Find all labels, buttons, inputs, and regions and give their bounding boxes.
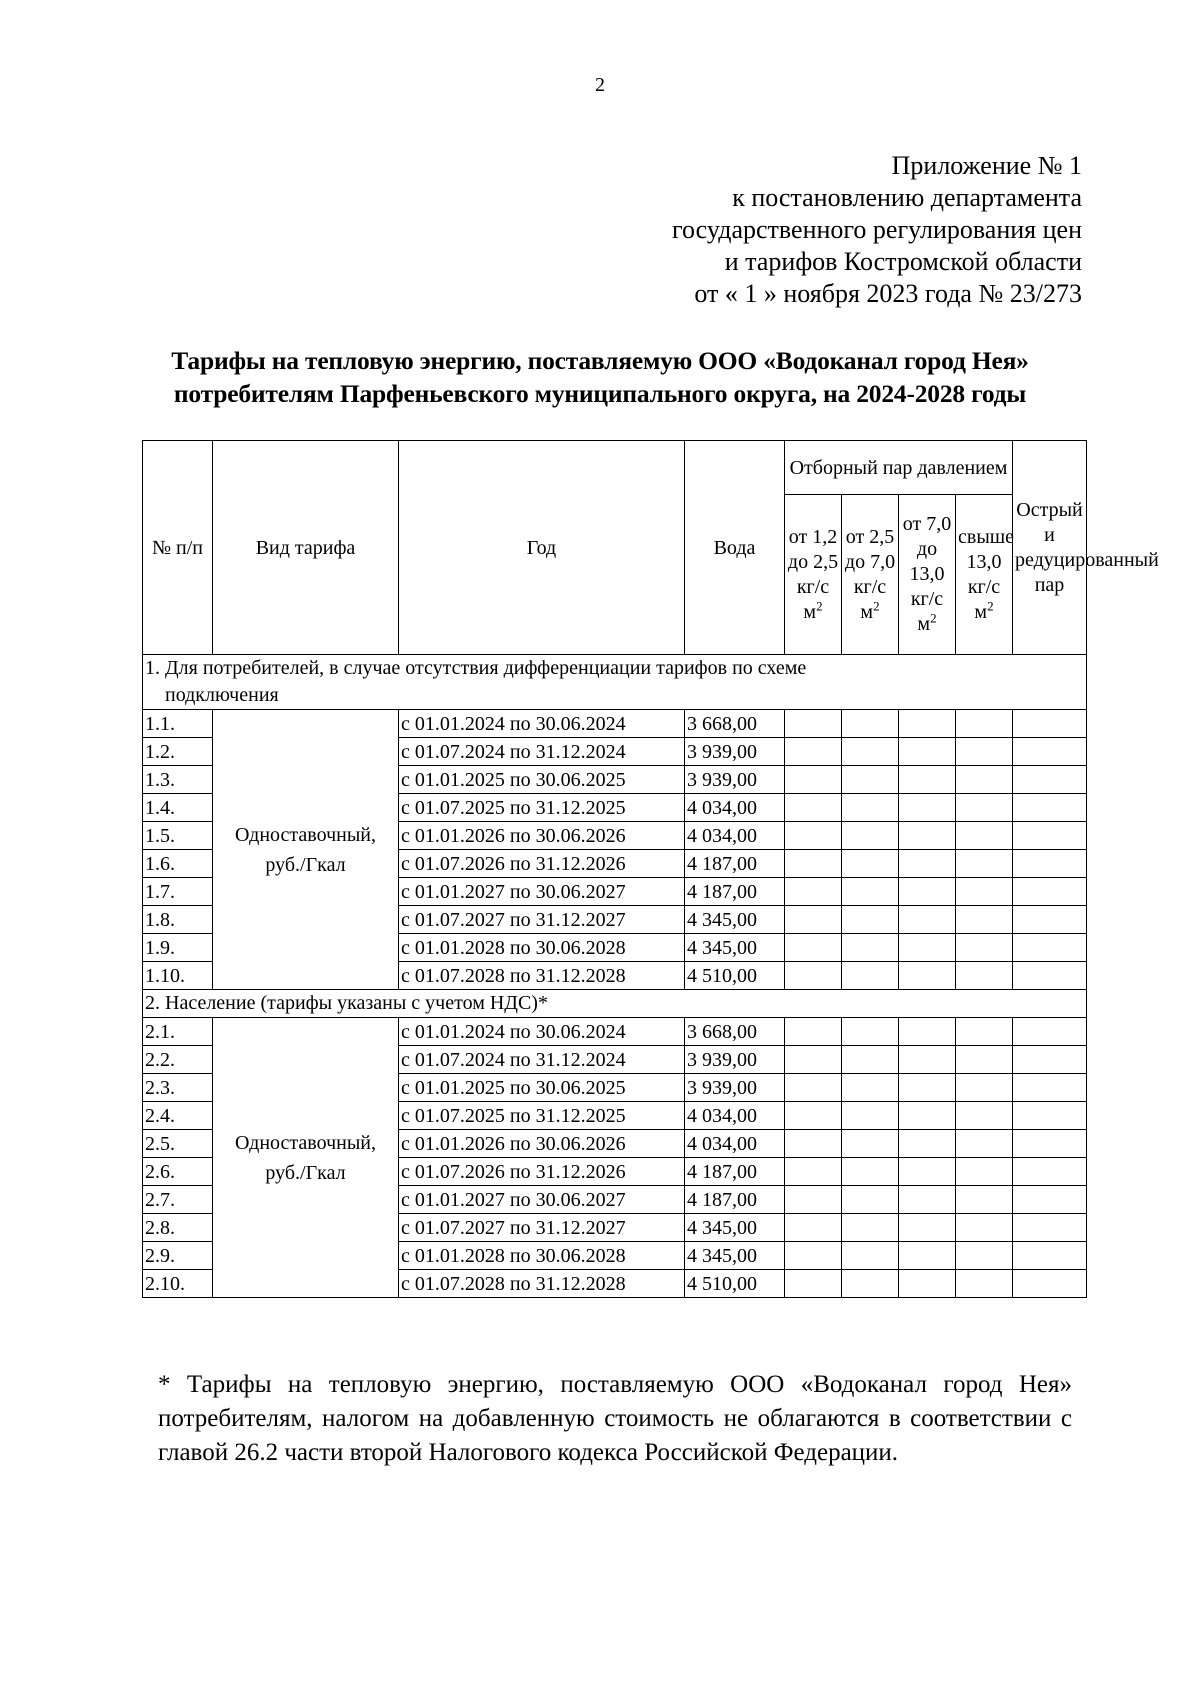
tariff-table — [142, 440, 1159, 1298]
table-row: 1.2. с 01.07.2024 по 31.12.2024 3 939,00 — [143, 738, 1087, 766]
page-number: 2 — [595, 74, 605, 96]
appendix-line-5: от « 1 » ноября 2023 года № 23/273 — [694, 279, 1082, 308]
table-row: 2.5. с 01.01.2026 по 30.06.2026 4 034,00 — [143, 1130, 1087, 1158]
header-sharp-steam: Острый и редуцированный пар — [1013, 441, 1087, 655]
table-row: 2.4. с 01.07.2025 по 31.12.2025 4 034,00 — [143, 1102, 1087, 1130]
section-1-title: 1. Для потребителей, в случае отсутствия дифференциации тарифов по схеме подключения — [143, 655, 1087, 710]
table-row: 1.6. с 01.07.2026 по 31.12.2026 4 187,00 — [143, 850, 1087, 878]
section-2-title: 2. Население (тарифы указаны с учетом НДС)* — [143, 990, 1087, 1018]
tariff-kind-1: Одноставочный, руб./Гкал — [213, 710, 399, 990]
title-line-2: потребителям Парфеньевского муниципального округа, на 2024-2028 годы — [173, 379, 1027, 408]
header-steam-4: свыше 13,0 кг/с $м^2$ — [956, 495, 1013, 655]
table-row: 1.9. с 01.01.2028 по 30.06.2028 4 345,00 — [143, 934, 1087, 962]
table-row: 2.3. с 01.01.2025 по 30.06.2025 3 939,00 — [143, 1074, 1087, 1102]
table-row: 2.1. Одноставочный, руб./Гкал с 01.01.2024 по 30.06.2024 3 668,00 — [143, 1018, 1087, 1046]
table-row: 1.3. с 01.01.2025 по 30.06.2025 3 939,00 — [143, 766, 1087, 794]
table-row: 2.2. с 01.07.2024 по 31.12.2024 3 939,00 — [143, 1046, 1087, 1074]
table-row: 1.10. с 01.07.2028 по 31.12.2028 4 510,00 — [143, 962, 1087, 990]
appendix-line-1: Приложение № 1 — [891, 151, 1082, 180]
table-row: 2.10. с 01.07.2028 по 31.12.2028 4 510,00 — [143, 1270, 1087, 1298]
header-water: Вода — [685, 441, 785, 655]
table-row: 1.1. Одноставочный, руб./Гкал с 01.01.2024 по 30.06.2024 3 668,00 — [143, 710, 1087, 738]
header-steam-group: Отборный пар давлением — [785, 441, 1013, 495]
title-line-1: Тарифы на тепловую энергию, поставляемую ООО «Водоканал город Нея» — [171, 346, 1029, 375]
table-row: 1.5. с 01.01.2026 по 30.06.2026 4 034,00 — [143, 822, 1087, 850]
header-steam-1: от 1,2 до 2,5 кг/с $м^2$ — [785, 495, 842, 655]
table-row: 1.7. с 01.01.2027 по 30.06.2027 4 187,00 — [143, 878, 1087, 906]
table-row: 2.9. с 01.01.2028 по 30.06.2028 4 345,00 — [143, 1242, 1087, 1270]
footnote: * Тарифы на тепловую энергию, поставляемую ООО «Водоканал город Нея» потребителям, налогом на добавленную стоимость не облагаются в соответствии с главой 26.2 части второй Налогового кодекса Российской Федерации. — [158, 1371, 1072, 1466]
table-row: 2.6. с 01.07.2026 по 31.12.2026 4 187,00 — [143, 1158, 1087, 1186]
appendix-line-2: к постановлению департамента — [732, 183, 1082, 212]
table-row: 1.8. с 01.07.2027 по 31.12.2027 4 345,00 — [143, 906, 1087, 934]
appendix-line-3: государственного регулирования цен — [672, 215, 1082, 244]
appendix-block — [672, 150, 1082, 310]
table-row: 1.4. с 01.07.2025 по 31.12.2025 4 034,00 — [143, 794, 1087, 822]
table-row: 2.7. с 01.01.2027 по 30.06.2027 4 187,00 — [143, 1186, 1087, 1214]
header-steam-2: от 2,5 до 7,0 кг/с $м^2$ — [842, 495, 899, 655]
document-title — [140, 344, 1060, 410]
header-kind: Вид тарифа — [213, 441, 399, 655]
table-row: 2.8. с 01.07.2027 по 31.12.2027 4 345,00 — [143, 1214, 1087, 1242]
header-num: № п/п — [143, 441, 213, 655]
tariff-kind-2: Одноставочный, руб./Гкал — [213, 1018, 399, 1298]
appendix-line-4: и тарифов Костромской области — [724, 247, 1082, 276]
header-year: Год — [399, 441, 685, 655]
header-steam-3: от 7,0 до 13,0 кг/с $м^2$ — [899, 495, 956, 655]
